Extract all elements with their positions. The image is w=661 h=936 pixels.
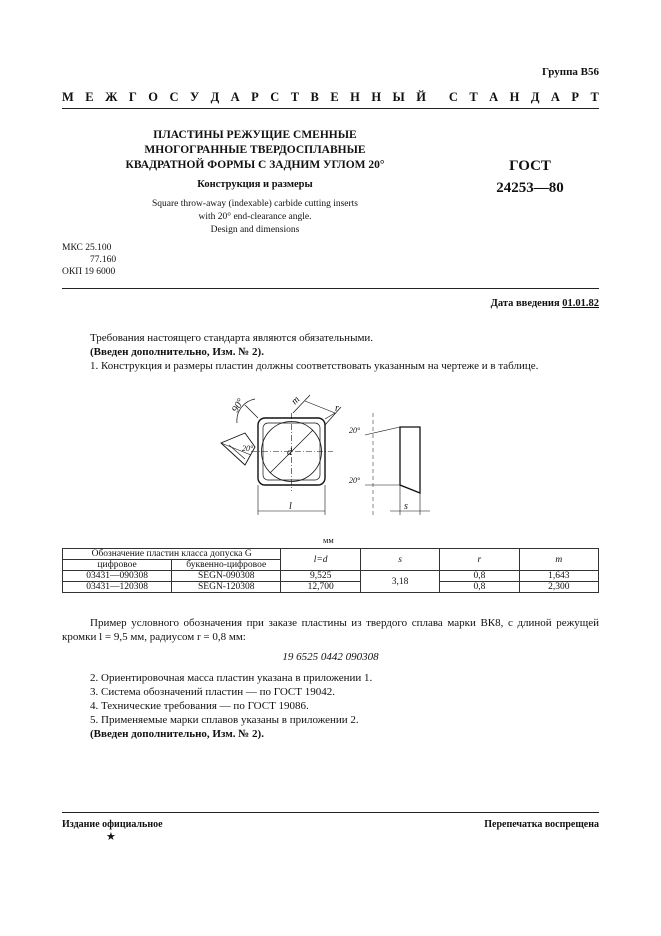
th-s: s (360, 549, 439, 571)
heading-letter: А (489, 90, 499, 104)
th-ld: l=d (281, 549, 361, 571)
heading-letter: А (550, 90, 560, 104)
item-3: 3. Система обозначений пластин — по ГОСТ 19042. (90, 686, 335, 698)
heading-letter: Р (571, 90, 580, 104)
header-divider (62, 108, 599, 109)
heading-letter: С (448, 90, 458, 104)
heading-letter: Д (210, 90, 220, 104)
angle-20-top-label: 20° (349, 426, 361, 435)
paragraph-1: 1. Конструкция и размеры пластин должны соответствовать указанным на чертеже и в таблице. (90, 360, 539, 372)
table-unit: мм (323, 535, 334, 545)
gost-designation (470, 155, 590, 199)
official-edition: Издание официальное (62, 819, 163, 830)
l-label: l (289, 501, 292, 512)
footer-divider (62, 812, 599, 813)
angle-20-left-label: 20° (242, 444, 254, 453)
heading-letter: Й (416, 90, 426, 104)
table-row: 03431—090308 SEGN-090308 9,525 3,18 0,8 1,643 (63, 571, 599, 582)
heading-letter: Ж (105, 90, 118, 104)
dimensions-table (62, 548, 599, 593)
interstate-standard-heading (62, 90, 599, 105)
heading-letter: Н (350, 90, 360, 104)
paragraph-amendment: (Введен дополнительно, Изм. № 2). (90, 346, 264, 358)
paragraph-mandatory: Требования настоящего стандарта являются обязательными. (90, 332, 374, 344)
heading-letter: Р (251, 90, 259, 104)
d-label: d (287, 447, 292, 458)
item-5: 5. Применяемые марки сплавов указаны в приложении 2. (90, 714, 359, 726)
classification-codes: МКС 25.100 77.160 ОКП 19 6000 (62, 243, 117, 277)
introduction-date: Дата введения 01.01.82 (490, 298, 599, 309)
heading-letter: Т (469, 90, 478, 104)
insert-drawing (215, 385, 445, 525)
item-4: 4. Технические требования — по ГОСТ 19086. (90, 700, 309, 712)
example-paragraph: Пример условного обозначения при заказе пластины из твердого сплава марки ВК8, с длиной режущей кромки l = 9,5 мм, радиусом r = 0,8 мм: (62, 617, 599, 643)
heading-letter: Д (530, 90, 540, 104)
th-alpha: буквенно-цифровое (172, 560, 281, 571)
th-r: r (440, 549, 519, 571)
star-icon: ★ (106, 831, 116, 843)
heading-letter: Н (509, 90, 520, 104)
heading-letter: Н (371, 90, 382, 104)
heading-letter: Т (590, 90, 599, 104)
s-value: 3,18 (360, 571, 439, 593)
m-label: m (289, 394, 303, 408)
heading-letter: Т (290, 90, 300, 104)
codes-divider (62, 288, 599, 289)
angle-90-label: 90° (230, 396, 247, 415)
heading-letter: Ы (392, 90, 405, 104)
gost-label: ГОСТ (509, 158, 551, 174)
angle-20-bottom-label: 20° (349, 476, 361, 485)
th-designation: Обозначение пластин класса допуска G (63, 549, 281, 560)
item-2: 2. Ориентировочная масса пластин указана в приложении 1. (90, 672, 373, 684)
heading-letter: С (169, 90, 179, 104)
gost-number: 24253—80 (496, 180, 564, 196)
table-row: 03431—120308 SEGN-120308 12,700 0,8 2,300 (63, 582, 599, 593)
heading-letter: М (62, 90, 74, 104)
th-m: m (519, 549, 599, 571)
group-code: Группа В56 (541, 66, 599, 78)
english-title: Square throw-away (indexable) carbide cutting inserts with 20° end-clearance angle. Design and dimensions (151, 199, 359, 235)
heading-letter: А (230, 90, 240, 104)
heading-letter: У (189, 90, 200, 104)
r-label: r (335, 403, 339, 414)
s-label: s (404, 501, 408, 512)
document-subtitle: Конструкция и размеры (197, 179, 313, 190)
heading-letter: О (148, 90, 159, 104)
th-digital: цифровое (63, 560, 172, 571)
example-code: 19 6525 0442 090308 (282, 651, 379, 663)
heading-letter: Е (85, 90, 94, 104)
amendment-note: (Введен дополнительно, Изм. № 2). (90, 728, 264, 740)
reprint-prohibited: Перепечатка воспрещена (484, 819, 599, 830)
heading-letter: Е (330, 90, 339, 104)
heading-letter: В (310, 90, 319, 104)
document-title: ПЛАСТИНЫ РЕЖУЩИЕ СМЕННЫЕ МНОГОГРАННЫЕ ТВЕРДОСПЛАВНЫЕ КВАДРАТНОЙ ФОРМЫ С ЗАДНИМ УГЛОМ 20° (125, 129, 385, 171)
heading-letter: С (270, 90, 280, 104)
heading-letter: Г (128, 90, 137, 104)
